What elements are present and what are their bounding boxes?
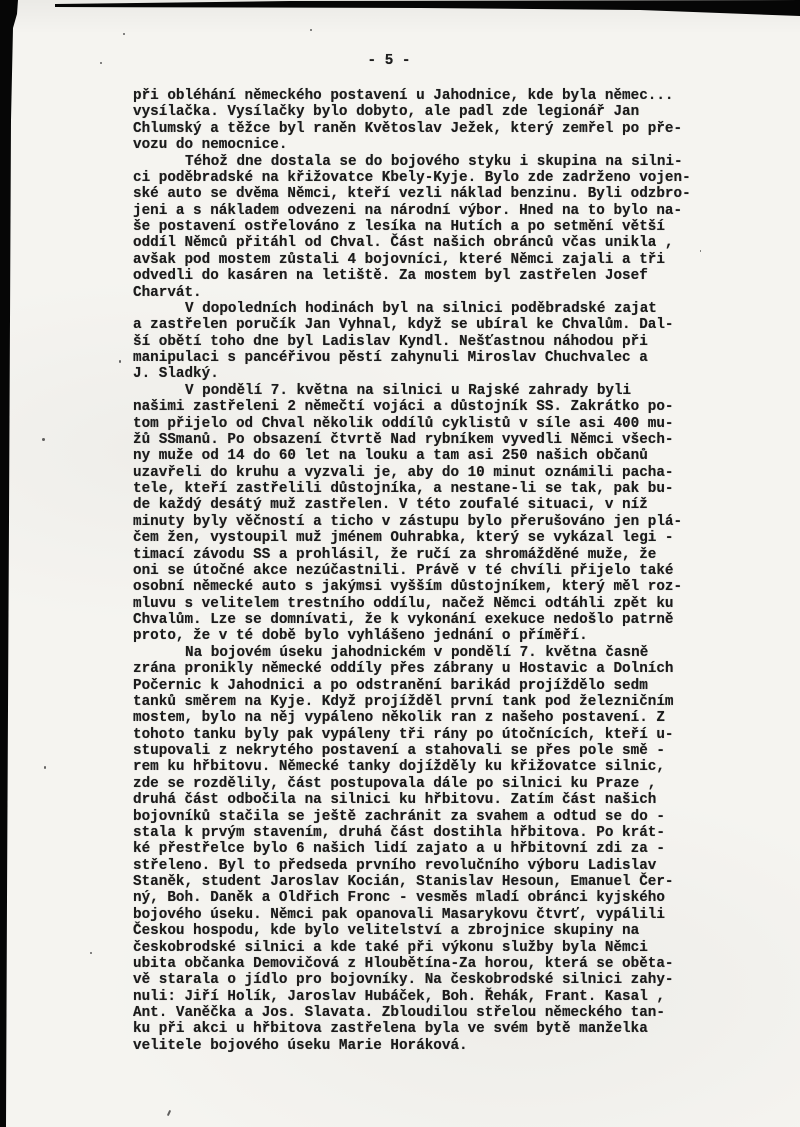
text-line: ké přestřelce bylo 6 našich lidí zajato a u hřbitovní zdi za - [133,841,665,858]
text-line: Českou hospodu, kde bylo velitelství a zbrojnice skupiny na [133,923,640,940]
text-line: stupovali z nekrytého postavení a stahovali se přes pole smě - [133,743,665,759]
text-line: Charvát. [133,284,202,301]
text-line: mluvu s velitelem trestního oddílu, načež Němci odtáhli zpět ku [133,595,674,612]
text-line: ny muže od 14 do 60 let na louku a tam asi 250 našich občanů [133,448,648,465]
text-line: střeleno. Byl to předseda prvního revolučního výboru Ladislav [133,857,657,874]
text-line: osobní německé auto s jakýmsi vyšším důstojníkem, který měl roz- [133,579,683,596]
text-line: J. Sladký. [133,366,219,383]
text-line: še postavení ostřelováno z lesíka na Hutích a po setmění větší [133,219,665,235]
text-line: tom přijelo od Chval několik oddílů cyklistů v síle asi 400 mu- [133,415,674,432]
text-line: timací závodu SS a prohlásil, že ručí za shromážděné muže, že [133,546,657,563]
text-line: ské auto se dvěma Němci, kteří vezli náklad benzinu. Byli odzbro- [133,186,691,203]
text-line: uzavřeli do kruhu a vyzvali je, aby do 10 minut oznámili pacha- [133,464,674,481]
text-line: ci poděbradské na křižovatce Kbely-Kyje. Bylo zde zadrženo vojen- [133,169,691,186]
scan-speck [90,952,92,954]
text-line: V dopoledních hodinách byl na silnici poděbradské zajat [185,300,657,317]
text-line: V pondělí 7. května na silnici u Rajské zahrady byli [185,382,632,399]
text-line: českobrodské silnici a kde také při výkonu služby byla Němci [133,939,648,956]
text-line: odvedli do kasáren na letiště. Za mostem byl zastřelen Josef [133,268,648,285]
scan-edge-top-band [0,0,800,20]
text-line: avšak pod mostem zůstali 4 bojovníci, které Němci zajali a tři [133,251,665,268]
scan-speck [700,250,701,252]
text-body [133,88,701,1054]
text-line: jeni a s nákladem odvezeni na národní výbor. Hned na to bylo na- [133,202,683,219]
text-line: čem žen, vystoupil muž jménem Ouhrabka, který se vykázal legi - [133,530,674,547]
text-line: druhá část odbočila na silnici ku hřbitovu. Zatím část našich [133,792,657,809]
text-line: a zastřelen poručík Jan Vyhnal, když se ubíral ke Chvalům. Dal- [133,317,674,334]
text-line: žů SSmanů. Po obsazení čtvrtě Nad rybníkem vyvedli Němci všech- [133,431,674,448]
text-line: zrána pronikly německé oddíly přes zábrany u Hostavic a Dolních [133,661,674,678]
text-line: manipulaci s pancéřivou pěstí zahynuli Miroslav Chuchvalec a [133,350,648,366]
text-line: ku při akci u hřbitova zastřelena byla ve svém bytě manželka [133,1021,648,1038]
text-line: velitele bojového úseku Marie Horáková. [133,1037,468,1054]
paragraph [133,383,701,645]
paragraph [133,88,701,154]
scan-speck [100,62,102,64]
text-line: ubita občanka Demovičová z Hloubětína-Za horou, která se oběta- [133,955,674,972]
text-line: rem ku hřbitovu. Německé tanky dojížděly ku křižovatce silnic, [133,759,665,776]
scan-speck [42,438,45,441]
text-line: bojovníků stačila se ještě zachránit za svahem a odtud se do - [133,808,665,825]
text-line: ší obětí toho dne byl Ladislav Kyndl. Nešťastnou náhodou při [133,333,648,350]
text-line: tohoto tanku byly pak vypáleny tři rány po útočnících, kteří u- [133,726,674,743]
text-line: oddíl Němců přitáhl od Chval. Část našich obránců včas unikla , [133,235,674,252]
text-line: mostem, bylo na něj vypáleno několik ran z našeho postavení. Z [133,710,665,727]
text-line: Chvalům. Lze se domnívati, že k vykonání exekuce nedošlo patrně [133,612,674,628]
text-line: zde se rozdělily, část postupovala dále po silnici ku Praze , [133,775,657,792]
text-line: Na bojovém úseku jahodnickém v pondělí 7. května časně [185,644,649,661]
paragraph [133,645,701,1054]
text-line: Ant. Vaněčka a Jos. Slavata. Zbloudilou střelou německého tan- [133,1005,665,1021]
scan-speck [123,33,125,35]
text-line: oni se útočné akce nezúčastnili. Právě v té chvíli přijelo také [133,562,674,579]
text-line: Počernic k Jahodnici a po odstranění barikád projíždělo sedm [133,677,648,694]
text-line: tele, kteří zastřelili důstojníka, a nestane-li se tak, pak bu- [133,481,674,497]
text-line: bojového úseku. Němci pak opanovali Masarykovu čtvrť, vypálili [133,906,665,923]
scan-speck [44,766,46,769]
text-line: de každý desátý muž zastřelen. V této zoufalé situaci, v níž [133,497,648,514]
text-line: vozu do nemocnice. [133,137,288,154]
page-number: - 5 - [367,53,411,69]
text-line: minuty byly věčností a ticho v zástupu bylo přerušováno jen plá- [133,513,683,530]
text-line: vě starala o jídlo pro bojovníky. Na českobrodské silnici zahy- [133,972,674,989]
scan-edge-left-bar [0,0,20,1127]
scan-speck [167,1110,171,1116]
text-line: proto, že v té době bylo vyhlášeno jednání o příměří. [133,628,588,645]
text-line: Chlumský a těžce byl raněn Květoslav Ježek, který zemřel po pře- [133,120,683,137]
text-line: vysílačka. Vysílačky bylo dobyto, ale padl zde legionář Jan [133,104,640,121]
text-line: ný, Boh. Daněk a Oldřich Fronc - vesměs mladí obránci kyjského [133,890,665,907]
text-line: tanků směrem na Kyje. Když projížděl první tank pod železničním [133,693,674,710]
text-line: stala k prvým stavením, druhá část dostihla hřbitova. Po krát- [133,824,665,841]
text-line: Staněk, student Jaroslav Kocián, Stanislav Hesoun, Emanuel Čer- [133,874,674,890]
paragraph [133,301,701,383]
text-line: při obléhání německého postavení u Jahodnice, kde byla němec... [133,88,674,104]
text-line: nuli: Jiří Holík, Jaroslav Hubáček, Boh. Řehák, Frant. Kasal , [133,988,665,1005]
scan-speck [310,29,312,31]
scan-speck [119,360,121,363]
text-line: Téhož dne dostala se do bojového styku i skupina na silni- [185,153,683,170]
paragraph [133,154,701,301]
text-line: našimi zastřeleni 2 němečtí vojáci a důstojník SS. Zakrátko po- [133,399,674,416]
